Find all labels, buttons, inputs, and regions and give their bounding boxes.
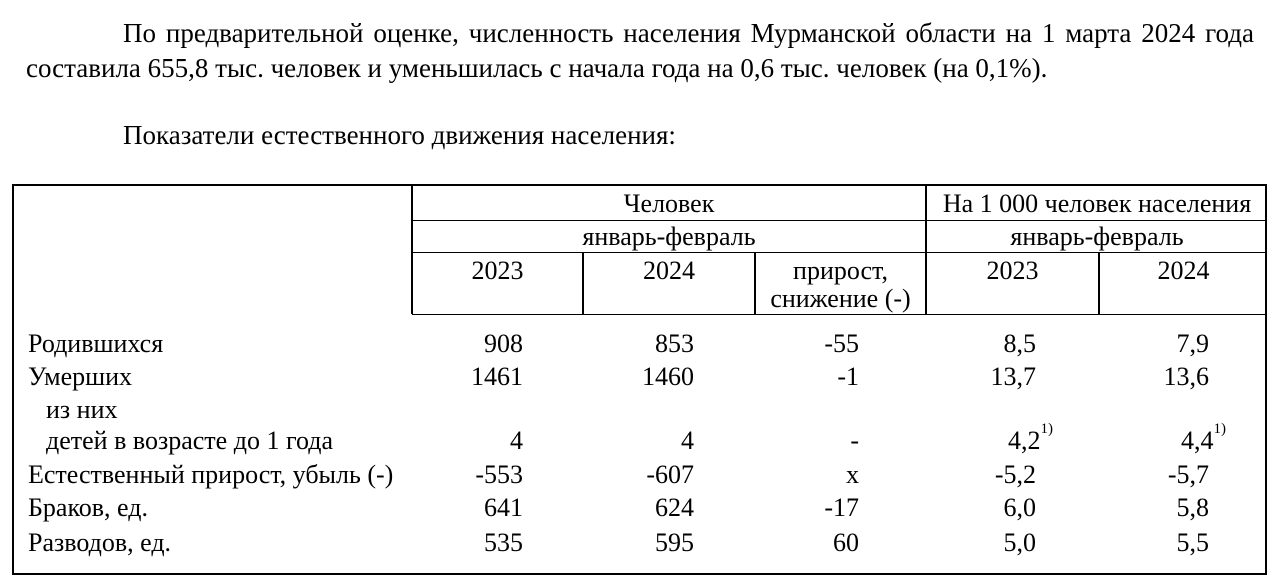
row-label-marriages: Браков, ед. xyxy=(28,493,148,522)
row-infant-rate-2024 xyxy=(1100,421,1226,456)
row-divorces-2023: 535 xyxy=(484,528,523,557)
header-period-people: январь-февраль xyxy=(582,222,756,251)
table-caption: Показатели естественного движения населения: xyxy=(123,120,676,150)
intro-paragraph: По предварительной оценке, численность населения Мурманской области на 1 марта 2024 года составила 655,8 тыс. человек и уменьшилась с начала года на 0,6 тыс. человек (на 0,1%). xyxy=(26,18,1254,83)
row-natural-2024: -607 xyxy=(646,460,694,489)
header-col-rate-2023: 2023 xyxy=(986,256,1039,285)
row-marriages-2024: 624 xyxy=(655,493,694,522)
row-label-divorces: Разводов, ед. xyxy=(28,528,172,557)
row-label-births: Родившихся xyxy=(28,329,164,358)
row-deaths-change: -1 xyxy=(837,362,859,391)
row-divorces-rate-2023: 5,0 xyxy=(1003,528,1036,557)
header-col-rate-2024: 2024 xyxy=(1157,256,1210,285)
header-col-2023: 2023 xyxy=(471,256,524,285)
row-births-rate-2024: 7,9 xyxy=(1176,329,1209,358)
row-marriages-rate-2024: 5,8 xyxy=(1176,493,1209,522)
header-col-change-line2: снижение (-) xyxy=(770,284,911,313)
row-infant-change: - xyxy=(850,426,859,455)
footnote-marker: 1) xyxy=(1040,421,1053,437)
row-natural-rate-2023: -5,2 xyxy=(994,460,1036,489)
row-births-2024: 853 xyxy=(655,329,694,358)
row-marriages-2023: 641 xyxy=(484,493,523,522)
footnote-marker: 1) xyxy=(1213,421,1226,437)
header-period-rate: январь-февраль xyxy=(1010,222,1184,251)
row-births-2023: 908 xyxy=(484,329,523,358)
row-births-change: -55 xyxy=(824,329,859,358)
row-label-natural-increase: Естественный прирост, убыль (-) xyxy=(28,460,394,489)
row-infant-rate-2023 xyxy=(927,421,1053,456)
row-natural-change: x xyxy=(846,460,859,489)
row-natural-rate-2024: -5,7 xyxy=(1167,460,1209,489)
row-divorces-2024: 595 xyxy=(655,528,694,557)
row-deaths-rate-2023: 13,7 xyxy=(990,362,1036,391)
header-col-2024: 2024 xyxy=(643,256,695,285)
header-per-1000: На 1 000 человек населения xyxy=(942,189,1252,218)
row-infant-2023: 4 xyxy=(510,426,523,455)
row-label-deaths: Умерших xyxy=(28,362,133,391)
row-divorces-change: 60 xyxy=(833,528,859,557)
header-people: Человек xyxy=(623,189,715,218)
row-divorces-rate-2024: 5,5 xyxy=(1176,528,1209,557)
row-deaths-2023: 1461 xyxy=(471,362,523,391)
header-col-change-line1: прирост, xyxy=(793,256,888,285)
row-infant-2024: 4 xyxy=(681,426,694,455)
row-natural-2023: -553 xyxy=(475,460,523,489)
row-label-of-which: из них xyxy=(46,395,118,424)
header-line-2 xyxy=(412,252,1267,253)
header-line-1 xyxy=(412,220,1267,221)
row-births-rate-2023: 8,5 xyxy=(1003,329,1036,358)
row-deaths-rate-2024: 13,6 xyxy=(1163,362,1209,391)
vital-statistics-table xyxy=(12,184,1267,575)
row-infant-rate-2023-value: 4,2 xyxy=(1008,426,1041,455)
header-bottom-line xyxy=(412,314,1267,315)
row-label-infant-deaths: детей в возрасте до 1 года xyxy=(46,426,333,455)
row-deaths-2024: 1460 xyxy=(642,362,694,391)
row-infant-rate-2024-value: 4,4 xyxy=(1181,426,1214,455)
row-marriages-change: -17 xyxy=(824,493,859,522)
row-marriages-rate-2023: 6,0 xyxy=(1003,493,1036,522)
